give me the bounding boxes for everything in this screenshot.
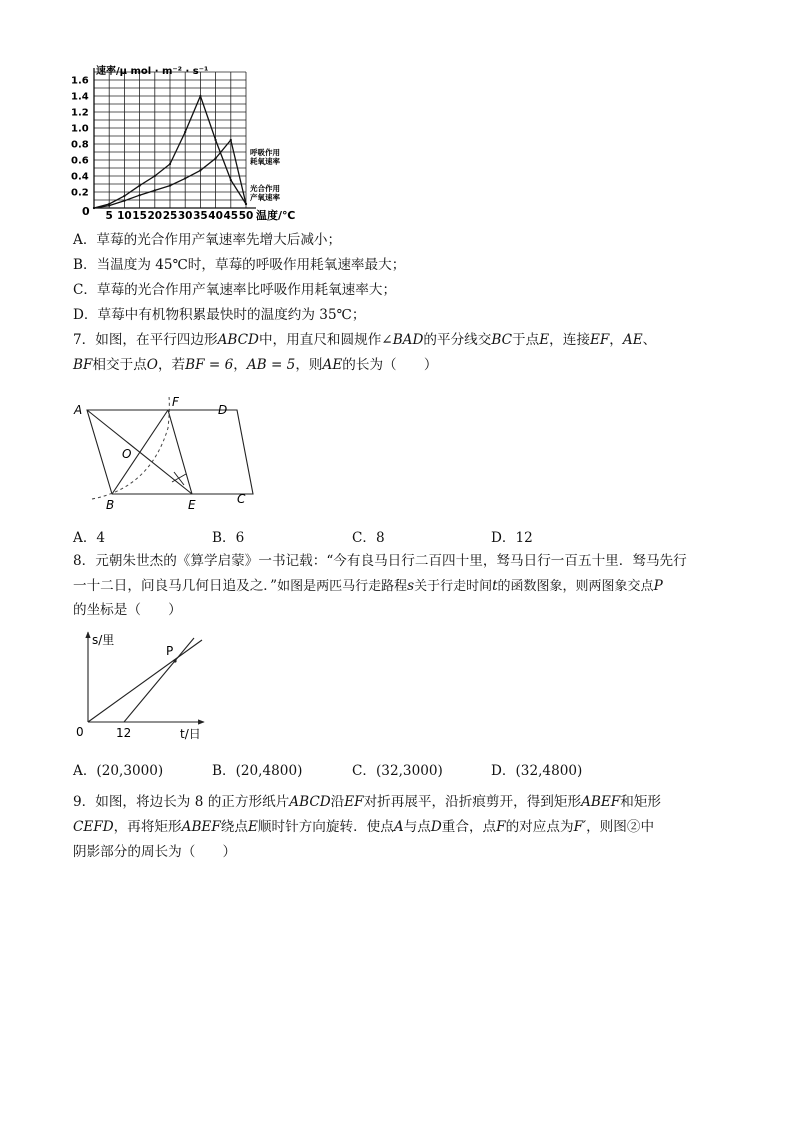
data-point: [199, 95, 201, 97]
rate-temperature-graph: [70, 60, 310, 224]
fast-horse-line: [124, 638, 194, 722]
data-point: [215, 139, 217, 141]
graph-ylabel: 速率/μ mol · m⁻² · s⁻¹: [96, 66, 209, 77]
label-f: F: [172, 395, 179, 409]
label-p: P: [166, 644, 174, 658]
q8-stem-line1: 8．元朝朱世杰的《算学启蒙》一书记载：“今有良马日行二百四十里，驽马日行一百五十里．驽马先行: [73, 553, 687, 569]
data-point: [93, 207, 95, 209]
parallelogram-figure: [70, 388, 260, 516]
x-tick-label: 45: [223, 210, 239, 222]
parallelogram-abcd: [87, 410, 253, 494]
y-tick-label: 0.6: [71, 155, 89, 167]
x-tick-label: 20: [147, 210, 163, 222]
x-tick-label: 5: [105, 210, 113, 222]
graph-origin: 0: [82, 205, 90, 218]
label-c: C: [237, 492, 246, 506]
y-tick-label: 1.4: [71, 91, 89, 103]
q7-option-a: A．4: [73, 530, 106, 546]
y-tick-label: 0.4: [71, 171, 89, 183]
x-tick-label: 30: [177, 210, 193, 222]
data-point: [215, 157, 217, 159]
q8-stem-line3: 的坐标是（ ）: [73, 602, 182, 618]
data-point: [184, 131, 186, 133]
photo-label-2: 产氧速率: [250, 193, 280, 202]
q6-option-d: D．草莓中有机物积累最快时的温度约为 35℃；: [73, 307, 366, 323]
x-tick-label: 25: [162, 210, 178, 222]
label-e: E: [188, 498, 196, 512]
q7-option-b: B．6: [212, 530, 245, 546]
data-point: [184, 177, 186, 179]
x-tick-label: 40: [208, 210, 223, 222]
y-tick-label: 0.2: [71, 187, 89, 199]
q8-option-c: C．(32,3000): [352, 763, 443, 779]
x-tick-label: 50: [238, 210, 254, 222]
y-tick-label: 1.6: [71, 75, 89, 87]
graph-origin-0: 0: [76, 725, 84, 739]
data-point: [199, 169, 201, 171]
label-a: A: [74, 403, 83, 417]
tick-12: 12: [116, 726, 132, 740]
distance-time-graph: [72, 628, 212, 746]
data-point: [169, 163, 171, 165]
data-point: [230, 139, 232, 141]
q8-stem-line2: 一十二日，问良马几何日追及之．”如图是两匹马行走路程s关于行走时间t的函数图象，则两图象交点P: [73, 578, 663, 594]
q9-stem-line1: 9．如图，将边长为 8 的正方形纸片ABCD沿EF对折再展平，沿折痕剪开，得到矩形ABEF和矩形: [73, 794, 662, 810]
label-o: O: [122, 447, 132, 461]
q6-option-a: A．草莓的光合作用产氧速率先增大后减小；: [73, 232, 342, 248]
graph-yticks: [71, 76, 89, 199]
intersection-p: [173, 659, 176, 662]
graph-xlabel-t: t/日: [180, 727, 201, 741]
q9-stem-line3: 阴影部分的周长为（ ）: [73, 844, 237, 860]
label-b: B: [106, 498, 115, 512]
q8-option-d: D．(32,4800): [491, 763, 583, 779]
x-tick-label: 10: [117, 210, 132, 222]
data-point: [123, 200, 125, 202]
data-point: [169, 185, 171, 187]
q7-option-d: D．12: [491, 530, 533, 546]
q7-stem-line2: BF相交于点O，若BF = 6，AB = 5，则AE的长为（ ）: [73, 357, 438, 373]
graph-xlabel: 温度/℃: [256, 209, 296, 222]
graph-xticks: [106, 210, 254, 222]
data-point: [139, 194, 141, 196]
data-point: [139, 185, 141, 187]
q7-stem-line1: 7．如图，在平行四边形ABCD中，用直尺和圆规作∠BAD的平分线交BC于点E，连接EF，AE、: [73, 332, 657, 348]
photo-label-1: 光合作用: [250, 184, 280, 193]
y-tick-label: 1.0: [71, 123, 89, 135]
y-tick-label: 1.2: [71, 107, 89, 119]
data-point: [230, 179, 232, 181]
q8-option-a: A．(20,3000): [73, 763, 164, 779]
data-point: [123, 195, 125, 197]
data-point: [154, 175, 156, 177]
graph-ylabel-s: s/里: [92, 633, 115, 647]
y-tick-label: 0.8: [71, 139, 89, 151]
segment-ef: [168, 410, 192, 494]
q8-option-b: B．(20,4800): [212, 763, 303, 779]
q7-option-c: C．8: [352, 530, 385, 546]
resp-label-2: 耗氧速率: [250, 157, 280, 166]
x-tick-label: 15: [132, 210, 147, 222]
data-point: [245, 203, 247, 205]
segment-bf: [112, 410, 168, 494]
resp-label-1: 呼吸作用: [250, 148, 280, 157]
graph-grid: [94, 68, 256, 208]
data-point: [108, 205, 110, 207]
data-point: [154, 189, 156, 191]
q6-option-b: B．当温度为 45℃时，草莓的呼吸作用耗氧速率最大；: [73, 257, 406, 273]
q6-option-c: C．草莓的光合作用产氧速率比呼吸作用耗氧速率大；: [73, 282, 397, 298]
x-tick-label: 35: [193, 210, 208, 222]
label-d: D: [218, 403, 228, 417]
q9-stem-line2: CEFD，再将矩形ABEF绕点E顺时针方向旋转．使点A与点D重合，点F的对应点为F′，则图②中: [73, 819, 655, 835]
slow-horse-line: [88, 640, 202, 722]
